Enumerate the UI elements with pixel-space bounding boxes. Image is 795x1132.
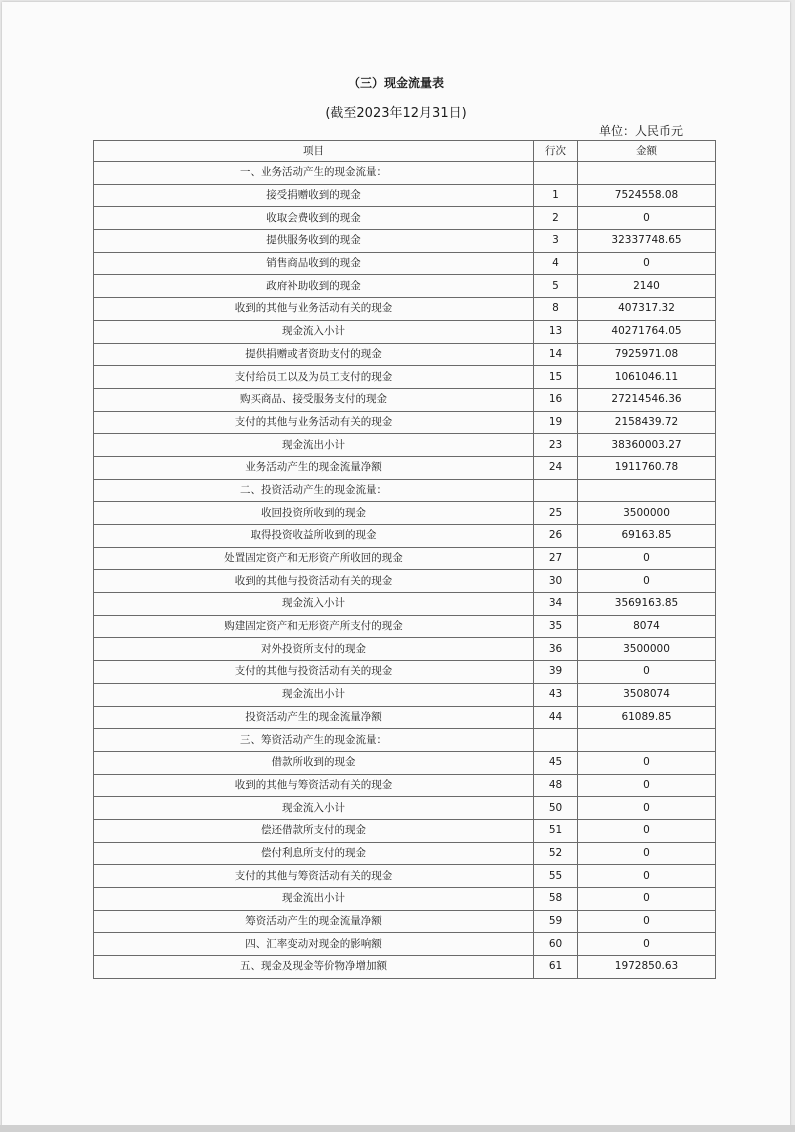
- table-row: [94, 184, 716, 207]
- header-row: [94, 141, 716, 162]
- header-line-no: 行次: [534, 141, 578, 162]
- cell-line-no: 59: [534, 910, 578, 933]
- cell-item: 二、投资活动产生的现金流量：: [94, 479, 534, 502]
- table-row: [94, 842, 716, 865]
- table-row: [94, 388, 716, 411]
- cell-item: 提供捐赠或者资助支付的现金: [94, 343, 534, 366]
- table-row: [94, 865, 716, 888]
- table-row: [94, 275, 716, 298]
- cell-line-no: 51: [534, 819, 578, 842]
- cell-item: 筹资活动产生的现金流量净额: [94, 910, 534, 933]
- cell-item: 提供服务收到的现金: [94, 230, 534, 253]
- cell-line-no: 4: [534, 252, 578, 275]
- cell-amount: 0: [578, 910, 716, 933]
- table-row: [94, 252, 716, 275]
- cell-amount: 40271764.05: [578, 320, 716, 343]
- cell-item: 购买商品、接受服务支付的现金: [94, 388, 534, 411]
- cell-line-no: 44: [534, 706, 578, 729]
- cell-line-no: 43: [534, 683, 578, 706]
- table-row: [94, 615, 716, 638]
- cell-line-no: 8: [534, 298, 578, 321]
- cell-amount: 32337748.65: [578, 230, 716, 253]
- table-row: [94, 366, 716, 389]
- cell-amount: 0: [578, 661, 716, 684]
- cell-amount: 0: [578, 547, 716, 570]
- cell-line-no: 27: [534, 547, 578, 570]
- currency-unit: 单位：人民币元: [599, 124, 684, 138]
- cell-amount: 3569163.85: [578, 593, 716, 616]
- cell-amount: 407317.32: [578, 298, 716, 321]
- cell-item: 业务活动产生的现金流量净额: [94, 456, 534, 479]
- cell-item: 现金流入小计: [94, 320, 534, 343]
- cell-item: 收回投资所收到的现金: [94, 502, 534, 525]
- cell-item: 销售商品收到的现金: [94, 252, 534, 275]
- cell-item: 现金流出小计: [94, 683, 534, 706]
- cell-amount: 2158439.72: [578, 411, 716, 434]
- cell-item: 五、现金及现金等价物净增加额: [94, 956, 534, 979]
- cell-line-no: 3: [534, 230, 578, 253]
- cell-item: 三、筹资活动产生的现金流量：: [94, 729, 534, 752]
- cell-amount: 27214546.36: [578, 388, 716, 411]
- cell-item: 投资活动产生的现金流量净额: [94, 706, 534, 729]
- cell-amount: 0: [578, 865, 716, 888]
- table-row: [94, 547, 716, 570]
- cell-line-no: 50: [534, 797, 578, 820]
- cell-item: 对外投资所支付的现金: [94, 638, 534, 661]
- cell-item: 收取会费收到的现金: [94, 207, 534, 230]
- cell-item: 政府补助收到的现金: [94, 275, 534, 298]
- table-row: [94, 593, 716, 616]
- table-row: [94, 729, 716, 752]
- table-row: [94, 661, 716, 684]
- cell-line-no: 24: [534, 456, 578, 479]
- cell-line-no: 39: [534, 661, 578, 684]
- cell-amount: 0: [578, 933, 716, 956]
- table-header: [94, 141, 716, 162]
- cell-line-no: 34: [534, 593, 578, 616]
- cell-amount: [578, 479, 716, 502]
- table-row: [94, 456, 716, 479]
- cell-line-no: 1: [534, 184, 578, 207]
- cell-amount: [578, 729, 716, 752]
- cell-amount: 1911760.78: [578, 456, 716, 479]
- cell-item: 偿还借款所支付的现金: [94, 819, 534, 842]
- cell-amount: 1972850.63: [578, 956, 716, 979]
- cell-item: 收到的其他与投资活动有关的现金: [94, 570, 534, 593]
- table-row: [94, 411, 716, 434]
- table-body: [94, 162, 716, 979]
- table-row: [94, 570, 716, 593]
- cell-item: 支付的其他与投资活动有关的现金: [94, 661, 534, 684]
- cell-amount: 7524558.08: [578, 184, 716, 207]
- cell-amount: 0: [578, 252, 716, 275]
- cell-item: 一、业务活动产生的现金流量：: [94, 162, 534, 185]
- cell-amount: 0: [578, 797, 716, 820]
- table-row: [94, 933, 716, 956]
- cell-amount: 1061046.11: [578, 366, 716, 389]
- cell-amount: 0: [578, 207, 716, 230]
- cell-line-no: 26: [534, 525, 578, 548]
- cell-amount: 7925971.08: [578, 343, 716, 366]
- cell-item: 处置固定资产和无形资产所收回的现金: [94, 547, 534, 570]
- cell-line-no: 19: [534, 411, 578, 434]
- cell-item: 四、汇率变动对现金的影响额: [94, 933, 534, 956]
- cell-amount: 0: [578, 774, 716, 797]
- table-row: [94, 320, 716, 343]
- cell-amount: 38360003.27: [578, 434, 716, 457]
- cell-amount: 3500000: [578, 502, 716, 525]
- cell-line-no: 52: [534, 842, 578, 865]
- cell-item: 现金流出小计: [94, 888, 534, 911]
- cell-line-no: 60: [534, 933, 578, 956]
- cell-amount: [578, 162, 716, 185]
- cell-line-no: 15: [534, 366, 578, 389]
- statement-date: (截至2023年12月31日): [325, 106, 467, 121]
- cash-flow-table: [93, 140, 716, 979]
- table-row: [94, 638, 716, 661]
- cell-item: 现金流入小计: [94, 797, 534, 820]
- table-row: [94, 706, 716, 729]
- table-row: [94, 207, 716, 230]
- cell-line-no: 25: [534, 502, 578, 525]
- statement-title: （三）现金流量表: [347, 76, 444, 90]
- cell-amount: 61089.85: [578, 706, 716, 729]
- cell-item: 支付给员工以及为员工支付的现金: [94, 366, 534, 389]
- cell-line-no: [534, 479, 578, 502]
- cell-line-no: 58: [534, 888, 578, 911]
- cell-amount: 69163.85: [578, 525, 716, 548]
- cell-item: 接受捐赠收到的现金: [94, 184, 534, 207]
- cell-amount: 3508074: [578, 683, 716, 706]
- table-row: [94, 162, 716, 185]
- scan-bottom-edge: [0, 1125, 795, 1132]
- table-row: [94, 230, 716, 253]
- cell-item: 现金流入小计: [94, 593, 534, 616]
- table-row: [94, 434, 716, 457]
- cell-line-no: 48: [534, 774, 578, 797]
- cell-amount: 0: [578, 570, 716, 593]
- cell-line-no: 35: [534, 615, 578, 638]
- cell-item: 偿付利息所支付的现金: [94, 842, 534, 865]
- cell-line-no: 13: [534, 320, 578, 343]
- cell-amount: 0: [578, 751, 716, 774]
- cell-item: 借款所收到的现金: [94, 751, 534, 774]
- cell-item: 支付的其他与业务活动有关的现金: [94, 411, 534, 434]
- cell-line-no: 5: [534, 275, 578, 298]
- cell-line-no: 55: [534, 865, 578, 888]
- cell-amount: 2140: [578, 275, 716, 298]
- cell-line-no: [534, 162, 578, 185]
- table-row: [94, 819, 716, 842]
- cell-amount: 0: [578, 888, 716, 911]
- cell-item: 支付的其他与筹资活动有关的现金: [94, 865, 534, 888]
- table-row: [94, 888, 716, 911]
- table-row: [94, 525, 716, 548]
- table-row: [94, 298, 716, 321]
- table-row: [94, 774, 716, 797]
- cell-line-no: [534, 729, 578, 752]
- cell-item: 购建固定资产和无形资产所支付的现金: [94, 615, 534, 638]
- cell-amount: 3500000: [578, 638, 716, 661]
- table-row: [94, 797, 716, 820]
- cell-line-no: 23: [534, 434, 578, 457]
- cell-line-no: 61: [534, 956, 578, 979]
- cell-line-no: 14: [534, 343, 578, 366]
- cell-line-no: 45: [534, 751, 578, 774]
- cell-amount: 8074: [578, 615, 716, 638]
- cell-amount: 0: [578, 819, 716, 842]
- table-row: [94, 502, 716, 525]
- cell-item: 现金流出小计: [94, 434, 534, 457]
- cell-item: 收到的其他与筹资活动有关的现金: [94, 774, 534, 797]
- cell-line-no: 36: [534, 638, 578, 661]
- table-row: [94, 910, 716, 933]
- cell-line-no: 16: [534, 388, 578, 411]
- table-row: [94, 343, 716, 366]
- cell-line-no: 2: [534, 207, 578, 230]
- cell-item: 取得投资收益所收到的现金: [94, 525, 534, 548]
- cell-line-no: 30: [534, 570, 578, 593]
- cell-amount: 0: [578, 842, 716, 865]
- table-row: [94, 479, 716, 502]
- table-row: [94, 751, 716, 774]
- table-row: [94, 683, 716, 706]
- header-amount: 金额: [578, 141, 716, 162]
- table-row: [94, 956, 716, 979]
- document-page: [2, 2, 790, 1126]
- cell-item: 收到的其他与业务活动有关的现金: [94, 298, 534, 321]
- header-item: 项目: [94, 141, 534, 162]
